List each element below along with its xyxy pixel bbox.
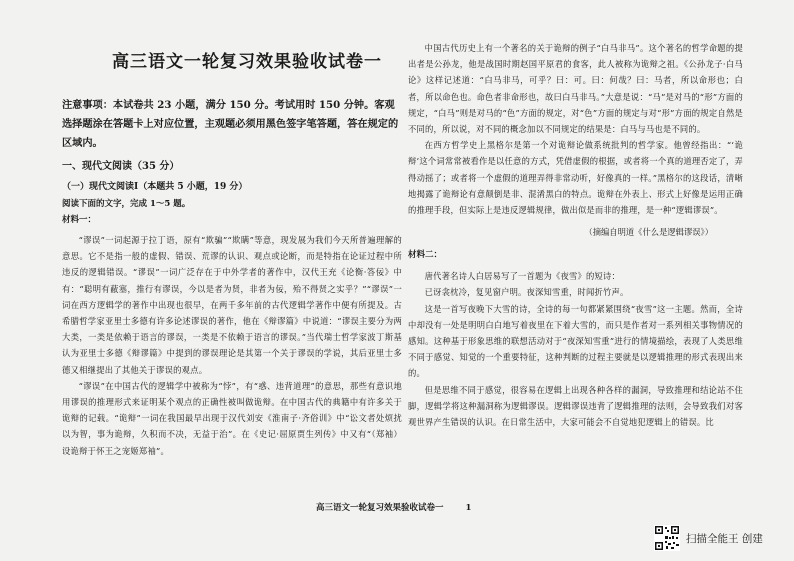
- scanner-watermark: [654, 525, 794, 551]
- page-footer: [316, 501, 516, 513]
- material-2-label: 材料二：: [408, 250, 443, 261]
- exam-notice: 注意事项：本试卷共 23 小题，满分 150 分。考试用时 150 分钟。客观选择题涂在答题卡上对应位置，主观题必须用黑色签字笔答题，答在规定的区域内。: [62, 99, 399, 149]
- subsection-heading: （一）现代文阅读Ⅰ（本题共 5 小题，19 分）: [62, 182, 248, 192]
- paragraph: 唐代著名诗人白居易写了一首题为《夜雪》的短诗：: [424, 271, 621, 282]
- poem-line: 已讶衾枕冷，复见窗户明。夜深知雪重，时闻折竹声。: [424, 287, 629, 298]
- footer-title: 高三语文一轮复习效果验收试卷一: [316, 503, 444, 513]
- material-1-label: 材料一：: [62, 215, 97, 225]
- section-heading: 一、现代文阅读（35 分）: [62, 161, 180, 172]
- right-column-text: [408, 40, 743, 430]
- watermark-text: 扫描全能王 创建: [686, 532, 763, 545]
- qr-code-icon: [654, 525, 680, 551]
- left-column-text: [62, 232, 402, 459]
- paragraph: 在西方哲学史上黑格尔是第一个对诡辩论做系统批判的哲学家。他曾经指出：“‘诡辩’这个词常常被看作是以任意的方式，凭借虚假的根据，或者将一个真的道理否定了，弄得动摇了；或者将一个虚假的道理弄得非常动听，好像真的一样。”黑格尔的这段话，清晰地揭露了诡辩论有意颠倒是非、混淆黑白的特点。诡辩在外表上、形式上好像是运用正确的推理手段，但实际上是违反逻辑规律，做出似是而非的推理，是一种“逻辑谬误”。: [408, 140, 743, 216]
- paragraph: 这是一首写夜晚下大雪的诗，全诗的每一句都紧紧围绕“夜雪”这一主题。然而，全诗中却没有一处是明明白白地写着夜里在下着大雪的，而只是作者对一系列相关事物情况的感知。这种基于形象思维的联想活动对于“夜深知雪重”进行的情境描绘，表现了人类思维不同于感觉、知觉的一个重要特征，这种判断的过程主要就是以逻辑推理的形式表现出来的。: [408, 303, 743, 379]
- source-citation: （摘编自明道《什么是逻辑谬误》）: [584, 227, 713, 238]
- paragraph: “谬误”一词起源于拉丁语，原有“欺骗”“欺瞒”等意，现发展为我们今天所普遍理解的意思。它不是指一般的虚假、错误、荒谬的认识、观点或论断，而是特指在论证过程中所违反的逻辑错误。“谬误”一词广泛存在于中外学者的著作中，汉代王充《论衡·答佞》中有：“聪明有蔽塞，推行有谬误，今以是者为贤，非者为佞，殆不得贤之实乎？”“谬误”一词在西方逻辑学的著作中出现也很早，在两千多年前的古代逻辑学著作中便有所提及。古希腊哲学家亚里士多德有许多论述谬误的著作，他在《辩谬篇》中说道：“谬误主要分为两大类，一类是依赖于语言的谬误，一类是不依赖于语言的谬误。”当代瑞士哲学家波丁斯基认为亚里士多德《辩谬篇》中提到的谬误理论是其第一个关于谬误的学说，其后亚里士多德又相继提出了其他关于谬误的观点。: [62, 235, 402, 375]
- reading-instruction: 阅读下面的文字，完成 1～5 题。: [62, 199, 191, 209]
- paragraph: 但是思维不同于感觉，很容易在逻辑上出现各种各样的漏洞，导致推理和结论站不住脚，逻辑学将这种漏洞称为逻辑谬误。逻辑谬误违背了逻辑推理的法则，会导致我们对客观世界产生错误的认识。在日常生活中，大家可能会不自觉地犯逻辑上的错误。比: [408, 384, 743, 428]
- paragraph: “谬误”在中国古代的逻辑学中被称为“悖”，有“惑、违背道理”的意思，那些有意识地用谬误的推理形式来证明某个观点的正确性被叫做诡辩。在中国古代的典籍中有许多关于诡辩的记载。“诡辩”一词在我国最早出现于汉代刘安《淮南子·齐俗训》中“讼文者处烦扰以为智，事为诡辩，久积而不决，无益于治”。在《史记·屈原贾生列传》中又有“（郑袖）设诡辩于怀王之宠姬郑袖”。: [62, 380, 402, 456]
- page-number: 1: [465, 503, 472, 513]
- page-title: 高三语文一轮复习效果验收试卷一: [112, 52, 382, 72]
- paragraph: 中国古代历史上有一个著名的关于诡辩的例子“白马非马”。这个著名的哲学命题的提出者是公孙龙，他是战国时期赵国平原君的食客，此人被称为诡辩之祖。《公孙龙子·白马论》这样记述道：“白马非马，可乎？曰：可。曰：何哉？曰：马者，所以命形也；白者，所以命色也。命色者非命形也，故曰白马非马。”大意是说：“马”是对马的“形”方面的规定，“白马”则是对马的“色”方面的规定，对“色”方面的规定与对“形”方面的规定自然是不同的，所以说，对不同的概念加以不同规定的结果是：白马与马也是不同的。: [408, 43, 743, 135]
